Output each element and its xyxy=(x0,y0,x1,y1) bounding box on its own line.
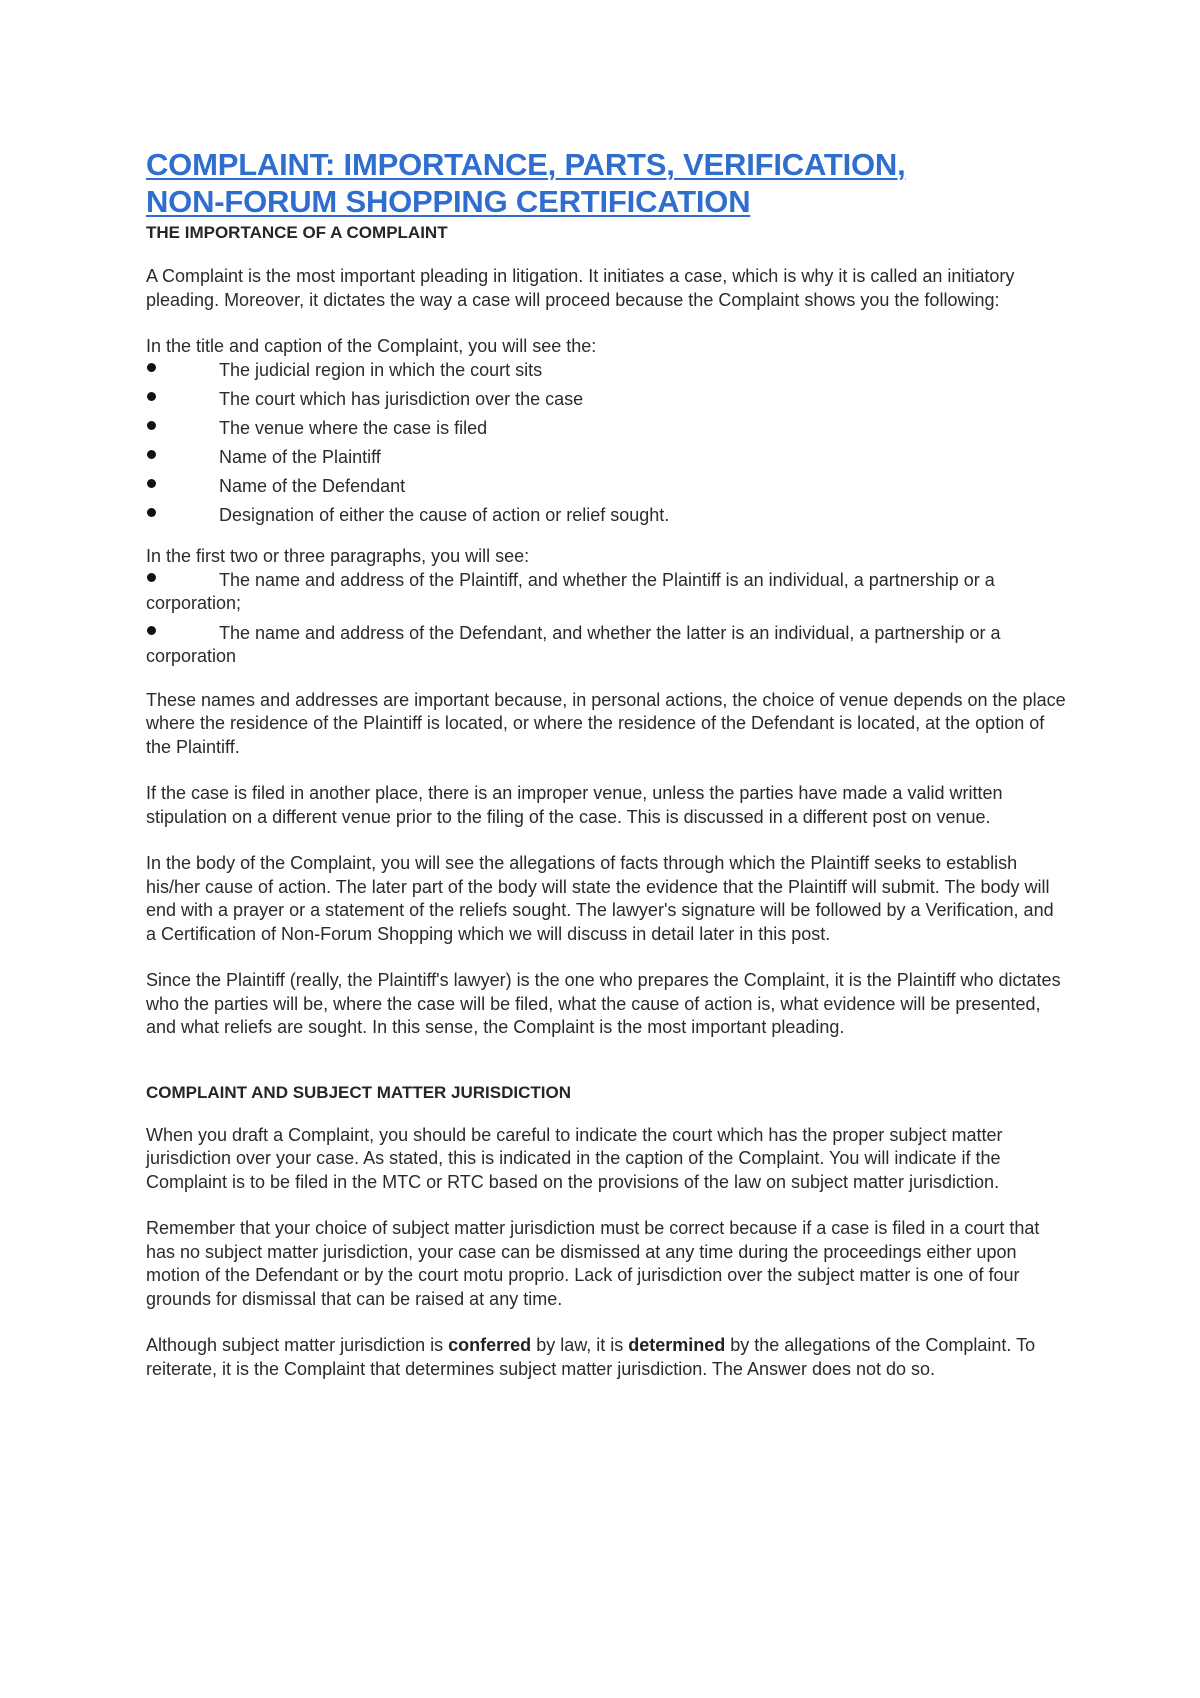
bullet-icon xyxy=(146,363,157,374)
section-heading-jurisdiction: COMPLAINT AND SUBJECT MATTER JURISDICTION xyxy=(146,1082,571,1102)
although-text-2: by law, it is xyxy=(531,1335,629,1356)
list-item xyxy=(146,622,1066,669)
bullet-icon xyxy=(146,392,157,403)
list-item-text: The venue where the case is filed xyxy=(219,417,488,438)
bullet-icon xyxy=(146,450,157,461)
although-paragraph xyxy=(146,1334,1066,1381)
bullet-icon xyxy=(146,508,157,519)
list-item xyxy=(146,417,1066,441)
document-title[interactable] xyxy=(146,146,1066,220)
caption-intro: In the title and caption of the Complaint, you will see the: xyxy=(146,336,597,356)
bullet-icon xyxy=(146,573,157,584)
list-item xyxy=(146,569,1066,616)
list-item xyxy=(146,504,1066,528)
section-heading-importance: THE IMPORTANCE OF A COMPLAINT xyxy=(146,223,448,242)
bullet-icon xyxy=(146,421,157,432)
determined-emphasis: determined xyxy=(628,1335,726,1356)
list-item-text: The name and address of the Plaintiff, and whether the Plaintiff is an individual, a partnership or a corporation; xyxy=(146,569,995,614)
list-item-text: The court which has jurisdiction over the case xyxy=(219,388,584,409)
list-item xyxy=(146,388,1066,412)
caption-bullet-list xyxy=(146,359,1066,528)
bullet-icon xyxy=(146,626,157,637)
names-paragraph: These names and addresses are important because, in personal actions, the choice of venue depends on the place where the residence of the Plaintiff is located, or where the residence of the Defendant is located, at the option of the Plaintiff. xyxy=(146,689,1066,757)
list-item-text: Name of the Defendant xyxy=(219,475,406,496)
list-item xyxy=(146,446,1066,470)
title-line-2[interactable]: NON-FORUM SHOPPING CERTIFICATION xyxy=(146,184,751,219)
bullet-icon xyxy=(146,479,157,490)
body-paragraph: In the body of the Complaint, you will see the allegations of facts through which the Plaintiff seeks to establish his/her cause of action. The later part of the body will state the evidence that the Plaintiff will submit. The body will end with a prayer or a statement of the reliefs sought. The lawyer's signature will be followed by a Verification, and a Certification of Non-Forum Shopping which we will discuss in detail later in this post. xyxy=(146,853,1054,944)
paragraphs-intro: In the first two or three paragraphs, you will see: xyxy=(146,546,530,567)
conferred-emphasis: conferred xyxy=(448,1335,532,1356)
list-item xyxy=(146,475,1066,499)
list-item-text: Name of the Plaintiff xyxy=(219,446,381,467)
remember-paragraph: Remember that your choice of subject matter jurisdiction must be correct because if a case is filed in a court that has no subject matter jurisdiction, your case can be dismissed at any time during the proceedings either upon motion of the Defendant or by the court motu proprio. Lack of jurisdiction over the subject matter is one of four grounds for dismissal that can be raised at any time. xyxy=(146,1218,1040,1309)
improper-venue-paragraph: If the case is filed in another place, there is an improper venue, unless the parties have made a valid written stipulation on a different venue prior to the filing of the case. This is discussed in a different post on venue. xyxy=(146,783,1003,827)
paragraph-bullet-list xyxy=(146,569,1066,669)
title-line-1[interactable]: COMPLAINT: IMPORTANCE, PARTS, VERIFICATION, xyxy=(146,147,906,182)
draft-paragraph: When you draft a Complaint, you should be careful to indicate the court which has the proper subject matter jurisdiction over your case. As stated, this is indicated in the caption of the Complaint. You will indicate if the Complaint is to be filed in the MTC or RTC based on the provisions of the law on subject matter jurisdiction. xyxy=(146,1124,1003,1192)
intro-paragraph: A Complaint is the most important pleading in litigation. It initiates a case, which is why it is called an initiatory pleading. Moreover, it dictates the way a case will proceed because the Complaint shows you the following: xyxy=(146,266,1015,310)
although-text-3: by the allegations of the Complaint. To reiterate, it is the Complaint that determines subject matter jurisdiction. The Answer does not do so. xyxy=(146,1335,1036,1379)
document-page xyxy=(146,146,1066,1381)
list-item-text: The name and address of the Defendant, and whether the latter is an individual, a partnership or a corporation xyxy=(146,622,1001,667)
since-paragraph: Since the Plaintiff (really, the Plaintiff's lawyer) is the one who prepares the Complaint, it is the Plaintiff who dictates who the parties will be, where the case will be filed, what the cause of action is, what evidence will be presented, and what reliefs are sought. In this sense, the Complaint is the most important pleading. xyxy=(146,970,1061,1038)
although-text-1: Although subject matter jurisdiction is xyxy=(146,1335,449,1356)
list-item-text: The judicial region in which the court sits xyxy=(219,359,543,380)
list-item xyxy=(146,359,1066,383)
list-item-text: Designation of either the cause of action or relief sought. xyxy=(219,504,670,525)
